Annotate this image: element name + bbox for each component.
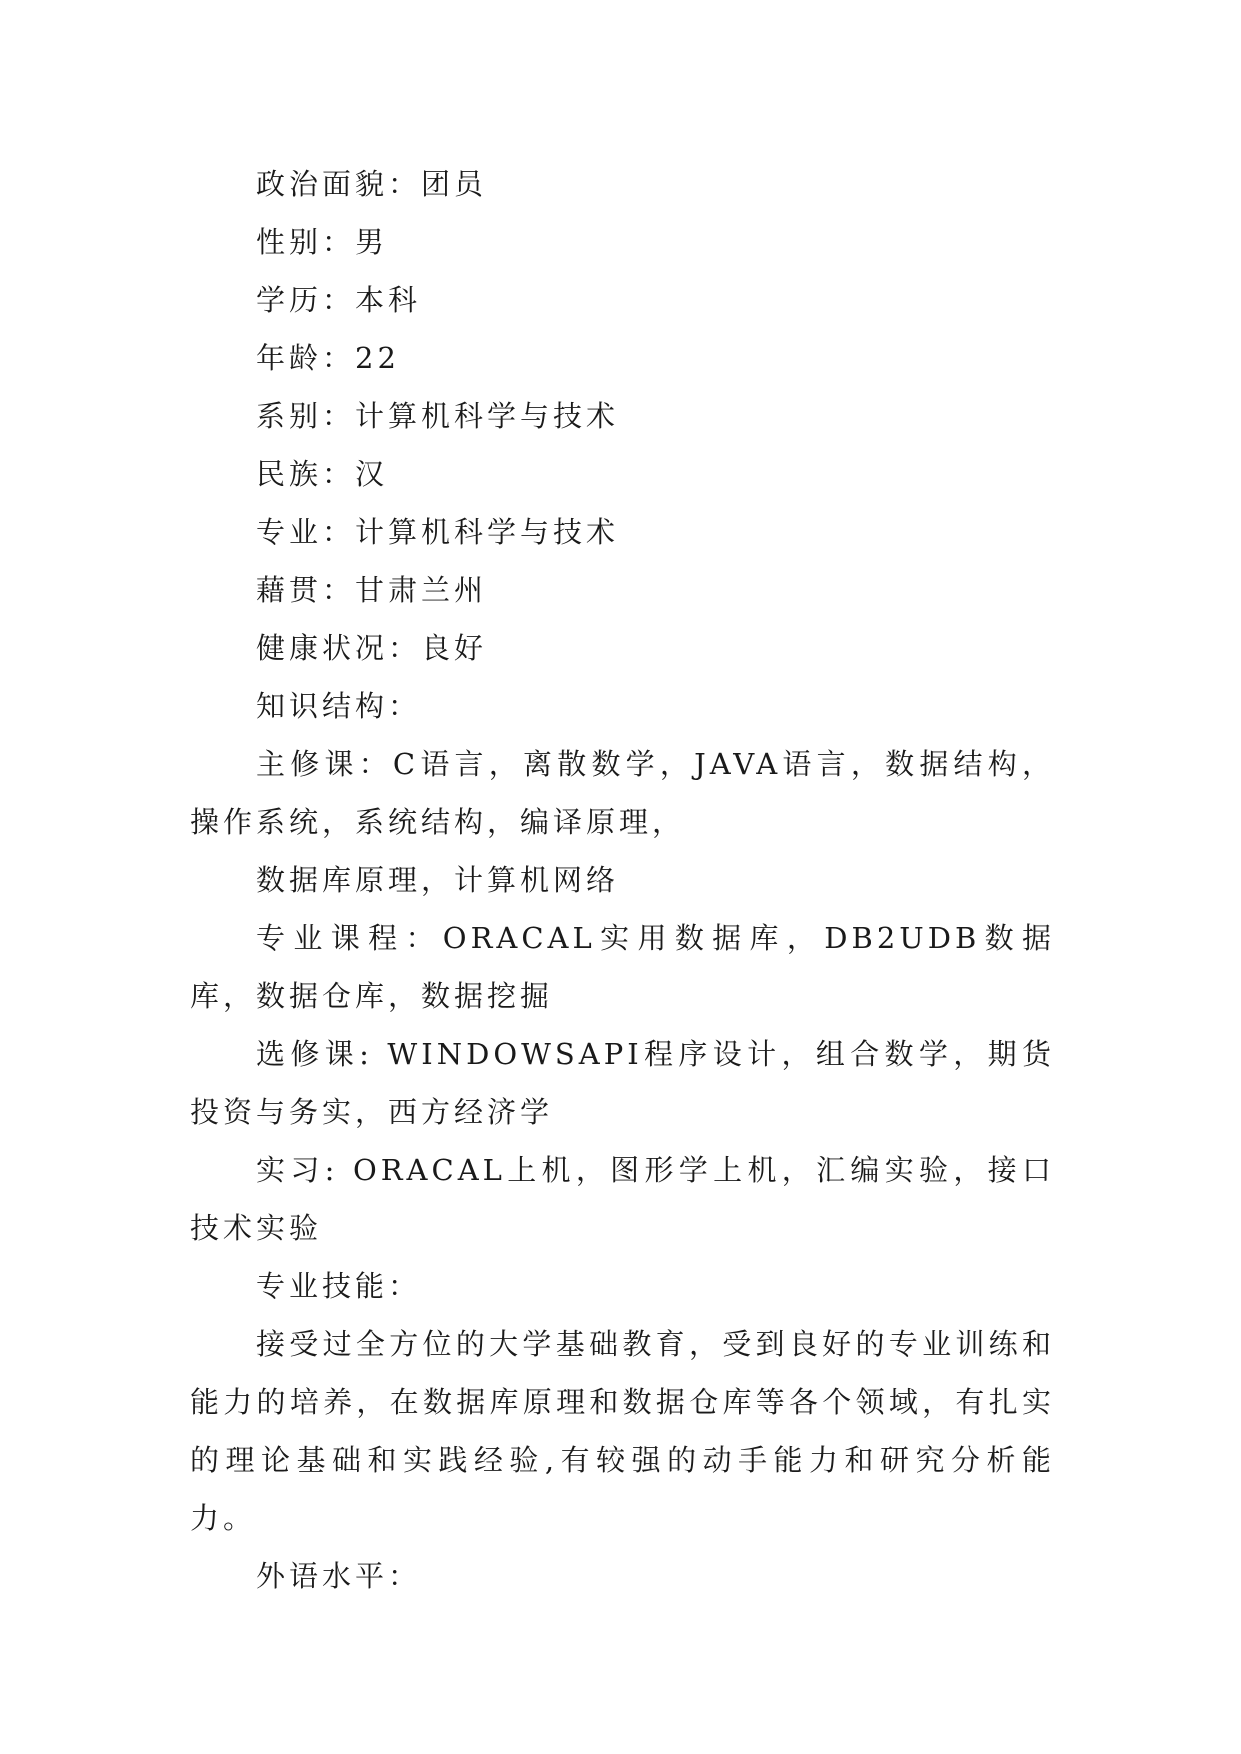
department-line: 系别：计算机科学与技术: [256, 399, 620, 433]
skills-paragraph: 接受过全方位的大学基础教育，受到良好的专业训练和能力的培养，在数据库原理和数据仓库等各个领域，有扎实的理论基础和实践经验,有较强的动手能力和研究分析能力。: [190, 1327, 1055, 1535]
major-line: 专业：计算机科学与技术: [256, 515, 620, 549]
ethnicity-line: 民族：汉: [256, 457, 389, 491]
health-line: 健康状况：良好: [256, 631, 488, 665]
hometown-line: 藉贯：甘肃兰州: [256, 573, 488, 607]
professional-courses-paragraph: 专业课程：ORACAL实用数据库，DB2UDB数据库，数据仓库，数据挖掘: [190, 921, 1055, 1013]
language-heading: 外语水平：: [256, 1559, 422, 1593]
main-courses-continued: 数据库原理，计算机网络: [256, 863, 620, 897]
education-line: 学历：本科: [256, 283, 422, 317]
main-courses-paragraph: 主修课：C语言，离散数学，JAVA语言，数据结构，操作系统，系统结构，编译原理，: [190, 747, 1055, 839]
gender-line: 性别：男: [256, 225, 389, 259]
knowledge-heading: 知识结构：: [256, 689, 422, 723]
political-status-line: 政治面貌：团员: [256, 167, 488, 201]
document-body: [190, 155, 1055, 1605]
skills-heading: 专业技能：: [256, 1269, 422, 1303]
age-line: 年龄：22: [256, 341, 400, 375]
elective-courses-paragraph: 选修课: WINDOWSAPI程序设计，组合数学，期货投资与务实，西方经济学: [190, 1037, 1055, 1129]
internship-paragraph: 实习: ORACAL上机，图形学上机，汇编实验，接口技术实验: [190, 1153, 1055, 1245]
